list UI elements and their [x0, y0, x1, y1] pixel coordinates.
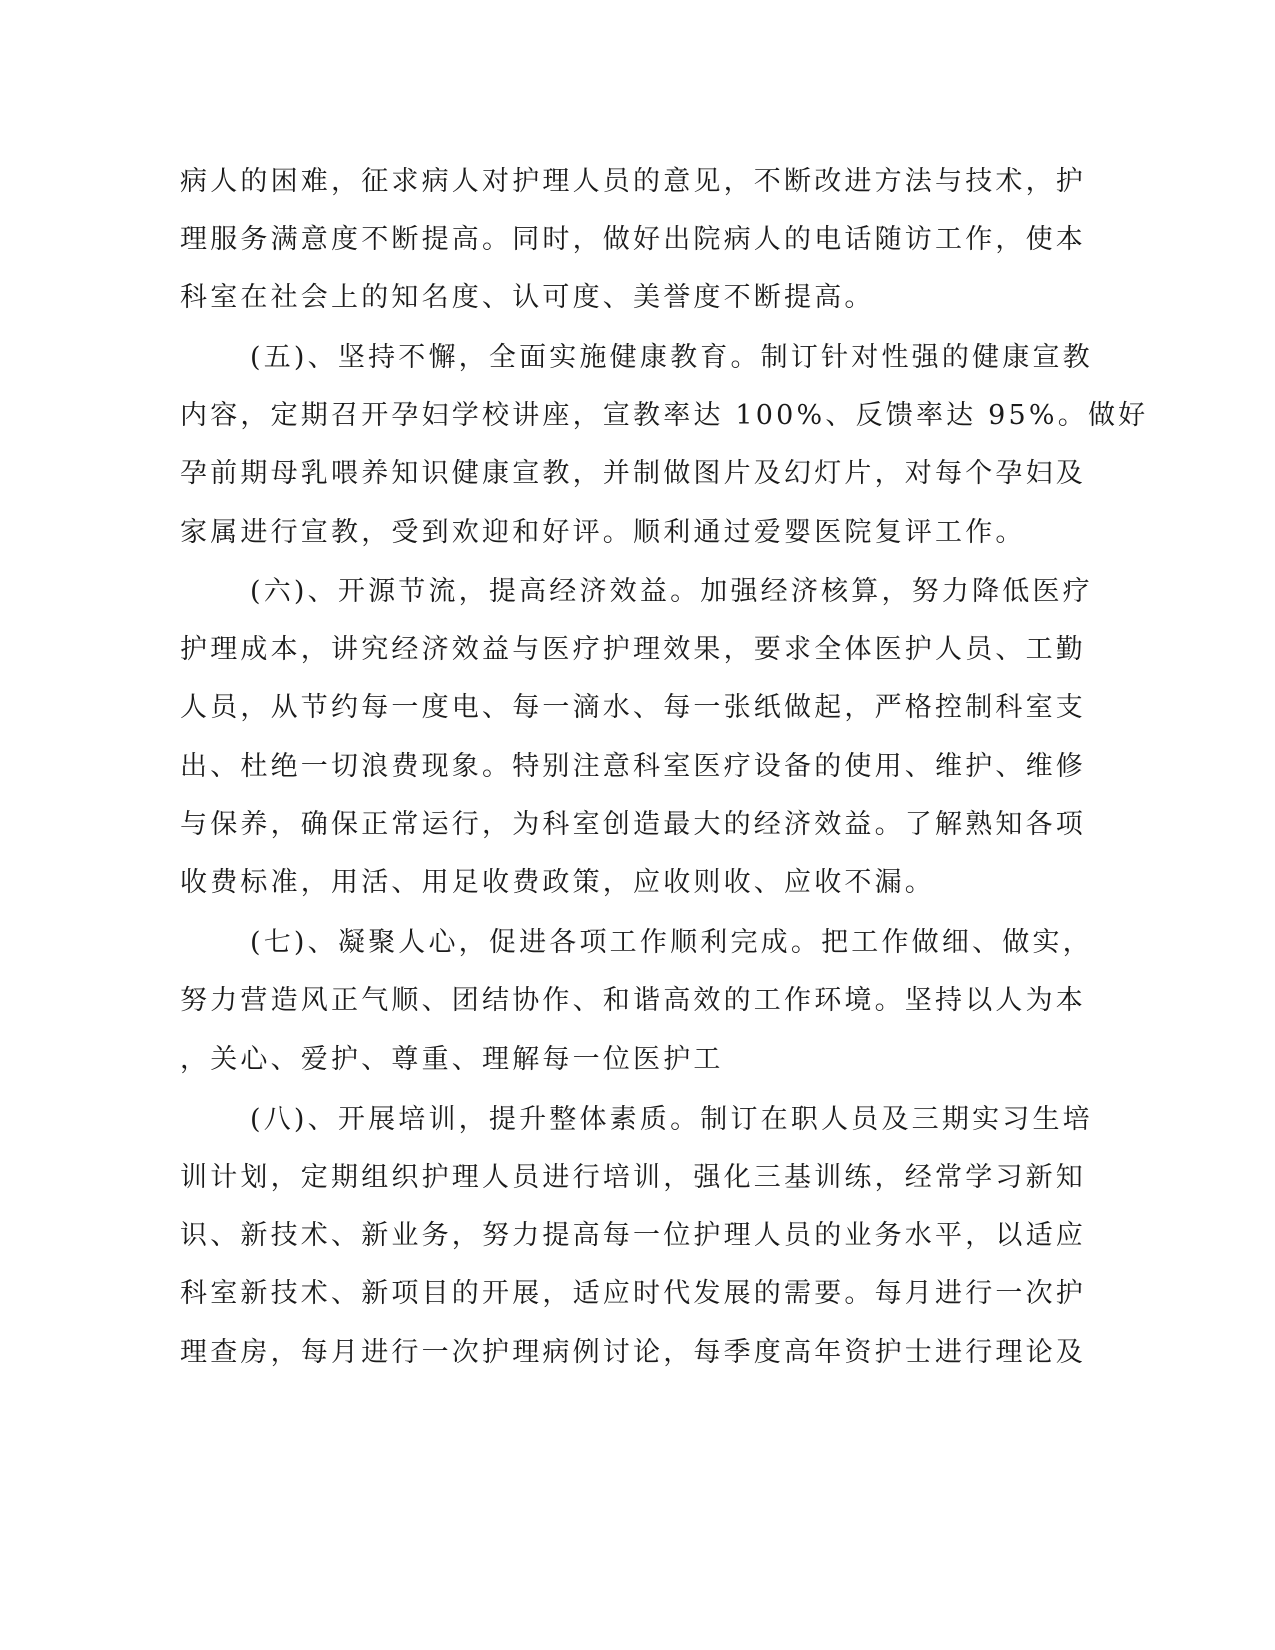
text-line: 训计划，定期组织护理人员进行培训，强化三基训练，经常学习新知 — [180, 1162, 1086, 1193]
text-line: 病人的困难，征求病人对护理人员的意见，不断改进方法与技术，护 — [180, 166, 1086, 197]
text-line: 家属进行宣教，受到欢迎和好评。顺利通过爱婴医院复评工作。 — [180, 517, 1026, 548]
text-line: 人员，从节约每一度电、每一滴水、每一张纸做起，严格控制科室支 — [180, 692, 1086, 723]
text-line: 孕前期母乳喂养知识健康宣教，并制做图片及幻灯片，对每个孕妇及 — [180, 458, 1086, 489]
document-page — [180, 0, 1149, 1650]
section-heading-6: (六)、开源节流，提高经济效益。加强经济核算，努力降低医疗 — [250, 576, 1093, 607]
section-heading-5: (五)、坚持不懈，全面实施健康教育。制订针对性强的健康宣教 — [250, 342, 1093, 373]
text-line: 理查房，每月进行一次护理病例讨论，每季度高年资护士进行理论及 — [180, 1337, 1086, 1368]
text-line: 出、杜绝一切浪费现象。特别注意科室医疗设备的使用、维护、维修 — [180, 751, 1086, 782]
text-line: 与保养，确保正常运行，为科室创造最大的经济效益。了解熟知各项 — [180, 809, 1086, 840]
text-line: 收费标准，用活、用足收费政策，应收则收、应收不漏。 — [180, 867, 935, 898]
text-line: 努力营造风正气顺、团结协作、和谐高效的工作环境。坚持以人为本 — [180, 985, 1086, 1016]
section-heading-8: (八)、开展培训，提升整体素质。制订在职人员及三期实习生培 — [250, 1104, 1093, 1135]
section-heading-7: (七)、凝聚人心，促进各项工作顺利完成。把工作做细、做实， — [250, 927, 1093, 958]
text-line: 识、新技术、新业务，努力提高每一位护理人员的业务水平，以适应 — [180, 1220, 1086, 1251]
text-line: 理服务满意度不断提高。同时，做好出院病人的电话随访工作，使本 — [180, 224, 1086, 255]
text-line: 护理成本，讲究经济效益与医疗护理效果，要求全体医护人员、工勤 — [180, 634, 1086, 665]
text-line: 科室在社会上的知名度、认可度、美誉度不断提高。 — [180, 282, 875, 313]
text-line: 科室新技术、新项目的开展，适应时代发展的需要。每月进行一次护 — [180, 1278, 1086, 1309]
text-line: ，关心、爱护、尊重、理解每一位医护工 — [180, 1044, 724, 1075]
text-line: 内容，定期召开孕妇学校讲座，宣教率达 100%、反馈率达 95%。做好 — [180, 400, 1149, 431]
